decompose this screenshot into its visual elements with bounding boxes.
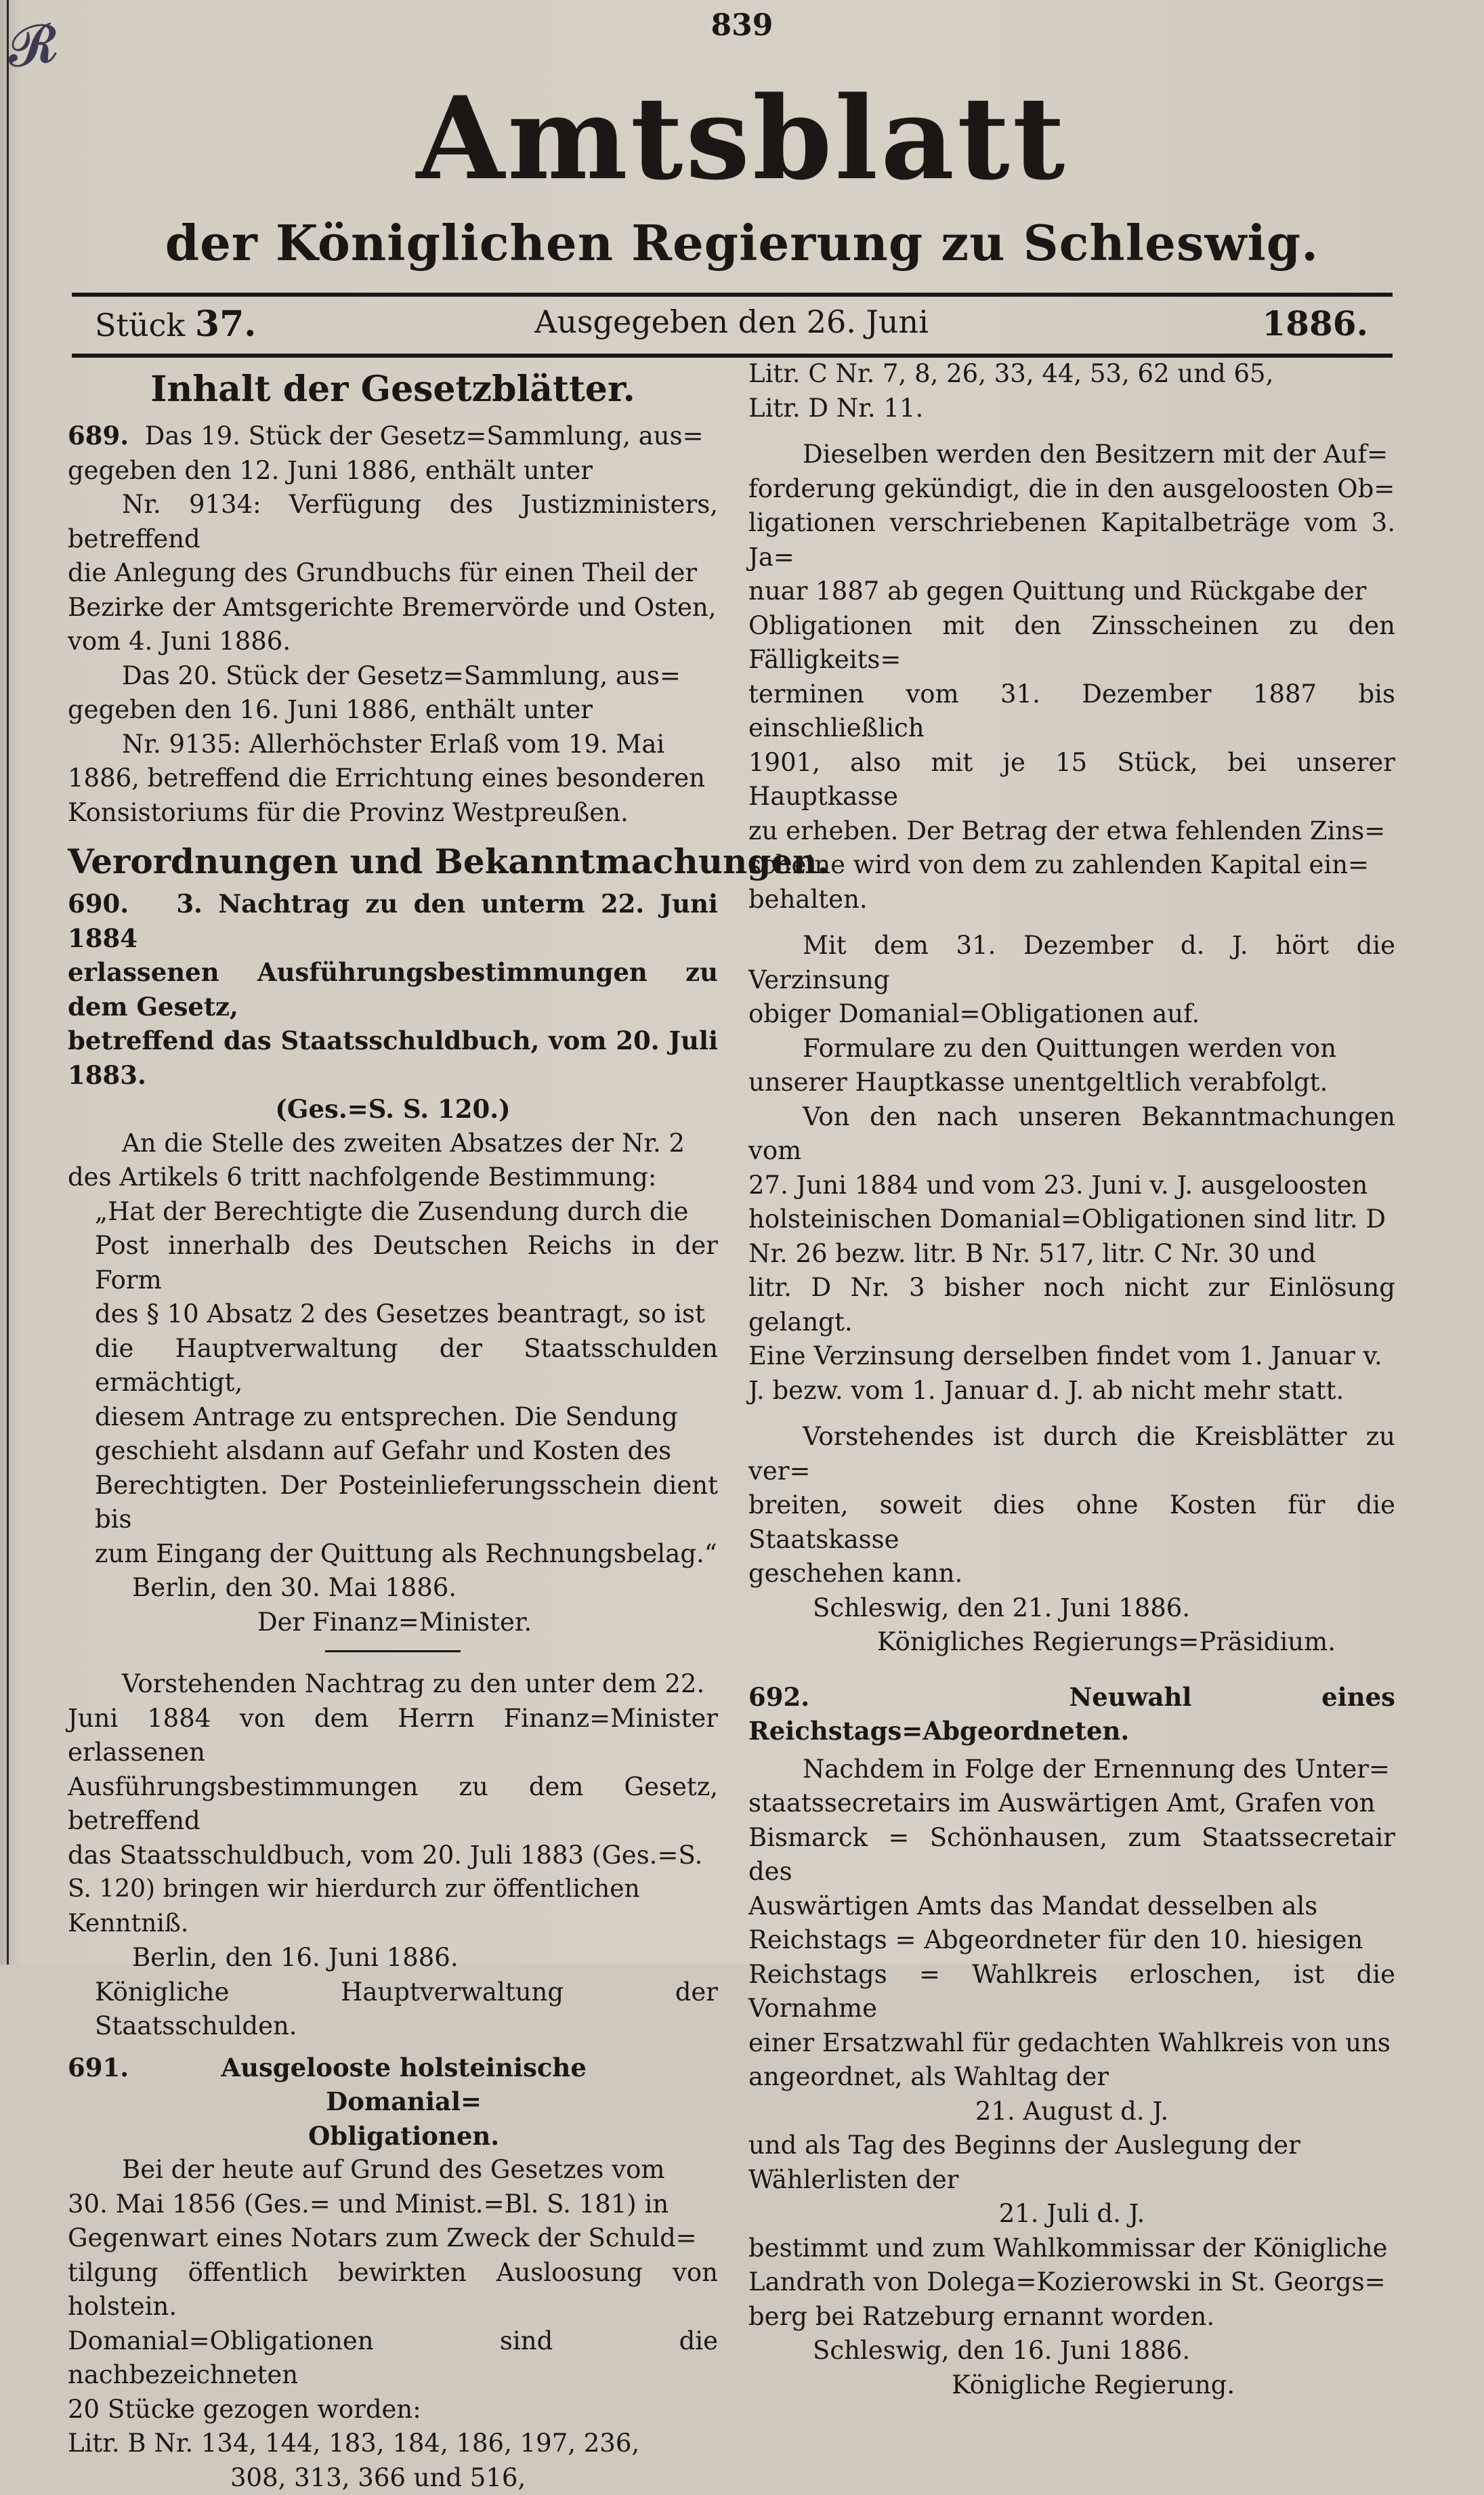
n690-title-line: erlassenen Ausführungsbestimmungen zu dem Gesetz, — [68, 955, 718, 1024]
para5-line: breiten, soweit dies ohne Kosten für die Staatskasse — [748, 1488, 1395, 1557]
para1-line: 1901, also mit je 15 Stück, bei unserer Hauptkasse — [748, 746, 1395, 814]
n689-line: die Anlegung des Grundbuchs für einen Theil der — [68, 556, 718, 591]
n692-line: Bismarck = Schönhausen, zum Staatssecretair des — [748, 1821, 1395, 1889]
n691-cont-line: Litr. C Nr. 7, 8, 26, 33, 44, 53, 62 und 65, — [748, 357, 1395, 392]
heading-gesetzblaetter: Inhalt der Gesetzblätter. — [68, 366, 718, 413]
para1-line: ligationen verschriebenen Kapitalbeträge vom 3. Ja= — [748, 506, 1395, 574]
n691-text-line: Gegenwart eines Notars zum Zweck der Schuld= — [68, 2221, 718, 2256]
n690-text-line: des Artikels 6 tritt nachfolgende Bestimmung: — [68, 1160, 718, 1195]
n690-text-line: geschieht alsdann auf Gefahr und Kosten des — [68, 1434, 718, 1469]
para1-line: zu erheben. Der Betrag der etwa fehlenden Zins= — [748, 814, 1395, 849]
n689-line: Nr. 9134: Verfügung des Justizministers, betreffend — [68, 488, 718, 556]
n690-text-line: „Hat der Berechtigte die Zusendung durch die — [68, 1195, 718, 1230]
issue-year: 1886. — [1262, 303, 1368, 343]
n692-line: Reichstags = Wahlkreis erloschen, ist die Vornahme — [748, 1958, 1395, 2026]
n691-text-line: Domanial=Obligationen sind die nachbezeichneten — [68, 2324, 718, 2393]
n689-line: vom 4. Juni 1886. — [68, 625, 718, 659]
right-column — [748, 357, 1395, 2402]
para3-line: Formulare zu den Quittungen werden von — [748, 1032, 1395, 1066]
n691-text-line: 20 Stücke gezogen worden: — [68, 2393, 718, 2427]
n692-line: Landrath von Dolega=Kozierowski in St. Georgs= — [748, 2265, 1395, 2300]
n692-line: bestimmt und zum Wahlkommissar der Königliche — [748, 2231, 1395, 2266]
n691-heading: 691. Ausgelooste holsteinische Domanial= Obligationen. — [68, 2051, 718, 2154]
n689-line: gegeben den 16. Juni 1886, enthält unter — [68, 693, 718, 728]
page-number: 839 — [0, 8, 1484, 43]
n690-text-line: diesem Antrage zu entsprechen. Die Sendung — [68, 1400, 718, 1435]
para1-line: terminen vom 31. Dezember 1887 bis einschließlich — [748, 677, 1395, 746]
n692-line: Wählerlisten der — [748, 2163, 1395, 2198]
n689-line: Das 20. Stück der Gesetz=Sammlung, aus= — [68, 659, 718, 694]
n692-line: einer Ersatzwahl für gedachten Wahlkreis von uns — [748, 2026, 1395, 2061]
n692-line: Nachdem in Folge der Ernennung des Unter= — [748, 1753, 1395, 1787]
n690-title-line: betreffend das Staatsschuldbuch, vom 20. Juli 1883. — [68, 1024, 718, 1092]
n690-signature2-name: Königliche Hauptverwaltung der Staatsschulden. — [68, 1975, 718, 2044]
n690-text2-line: das Staatsschuldbuch, vom 20. Juli 1883 (Ges.=S. — [68, 1839, 718, 1873]
left-column — [68, 366, 718, 2495]
n690-text-line: des § 10 Absatz 2 des Gesetzes beantragt, so ist — [68, 1297, 718, 1332]
signature2-name: Königliche Regierung. — [748, 2368, 1395, 2403]
n692-line: und als Tag des Beginns der Auslegung der — [748, 2129, 1395, 2163]
para2-line: Mit dem 31. Dezember d. J. hört die Verzinsung — [748, 929, 1395, 997]
n692-line: staatssecretairs im Auswärtigen Amt, Grafen von — [748, 1786, 1395, 1821]
para4-line: Von den nach unseren Bekanntmachungen vom — [748, 1100, 1395, 1169]
para1-line: scheine wird von dem zu zahlenden Kapital ein= — [748, 848, 1395, 883]
n690-text2-line: Vorstehenden Nachtrag zu den unter dem 22. — [68, 1667, 718, 1702]
para4-line: 27. Juni 1884 und vom 23. Juni v. J. ausgeloosten — [748, 1169, 1395, 1203]
n692-date-august: 21. August d. J. — [748, 2095, 1395, 2129]
n690-text-line: zum Eingang der Quittung als Rechnungsbelag.“ — [68, 1537, 718, 1572]
issue-date: Ausgegeben den 26. Juni — [95, 303, 1368, 340]
top-rule — [72, 293, 1393, 297]
para4-line: holsteinischen Domanial=Obligationen sind litr. D — [748, 1202, 1395, 1237]
n690-text2-line: Ausführungsbestimmungen zu dem Gesetz, betreffend — [68, 1770, 718, 1839]
para1-line: nuar 1887 ab gegen Quittung und Rückgabe der — [748, 574, 1395, 609]
n689-line: Nr. 9135: Allerhöchster Erlaß vom 19. Mai — [68, 728, 718, 762]
n689-line: 689. Das 19. Stück der Gesetz=Sammlung, aus= — [68, 419, 718, 454]
n691-text-line: 308, 313, 366 und 516, — [68, 2461, 718, 2495]
n692-line: Reichstags = Abgeordneter für den 10. hiesigen — [748, 1923, 1395, 1958]
para1-line: behalten. — [748, 883, 1395, 917]
n690-signature-place: Berlin, den 30. Mai 1886. — [68, 1571, 718, 1606]
n690-text-line: An die Stelle des zweiten Absatzes der Nr. 2 — [68, 1127, 718, 1161]
n692-line: angeordnet, als Wahltag der — [748, 2060, 1395, 2095]
n690-text-line: Post innerhalb des Deutschen Reichs in der Form — [68, 1229, 718, 1297]
para2-line: obiger Domanial=Obligationen auf. — [748, 997, 1395, 1032]
n690-text2-line: S. 120) bringen wir hierdurch zur öffentlichen Kenntniß. — [68, 1872, 718, 1941]
n691-cont-line: Litr. D Nr. 11. — [748, 392, 1395, 426]
para5-line: geschehen kann. — [748, 1557, 1395, 1591]
issue-stueck: Stück 37. — [95, 303, 256, 345]
n690-title-line: 690. 3. Nachtrag zu den unterm 22. Juni 1884 — [68, 887, 718, 955]
n692-line: Auswärtigen Amts das Mandat desselben als — [748, 1889, 1395, 1924]
issue-line — [95, 303, 1368, 344]
binding-edge-line — [7, 0, 9, 1965]
para1-line: Obligationen mit den Zinsscheinen zu den Fälligkeits= — [748, 609, 1395, 677]
n691-text-line: Litr. B Nr. 134, 144, 183, 184, 186, 197, 236, — [68, 2427, 718, 2461]
n689-line: Bezirke der Amtsgerichte Bremervörde und Osten, — [68, 591, 718, 625]
n689-line: Konsistoriums für die Provinz Westpreußen. — [68, 796, 718, 831]
n692-heading: 692. Neuwahl eines Reichstags=Abgeordneten. — [748, 1680, 1395, 1748]
para4-line: J. bezw. vom 1. Januar d. J. ab nicht mehr statt. — [748, 1374, 1395, 1408]
n690-text-line: Berechtigten. Der Posteinlieferungsschein dient bis — [68, 1469, 718, 1537]
para5-line: Vorstehendes ist durch die Kreisblätter zu ver= — [748, 1420, 1395, 1488]
n690-text-line: die Hauptverwaltung der Staatsschulden ermächtigt, — [68, 1332, 718, 1400]
signature1-place: Schleswig, den 21. Juni 1886. — [748, 1591, 1395, 1626]
n689-line: 1886, betreffend die Errichtung eines besonderen — [68, 761, 718, 796]
signature1-name: Königliches Regierungs=Präsidium. — [748, 1625, 1395, 1660]
para4-line: litr. D Nr. 3 bisher noch nicht zur Einlösung gelangt. — [748, 1271, 1395, 1339]
para1-line: forderung gekündigt, die in den ausgeloosten Ob= — [748, 472, 1395, 507]
n691-text-line: Bei der heute auf Grund des Gesetzes vom — [68, 2153, 718, 2187]
pencil-mark-icon: 𝓡 — [3, 10, 62, 80]
masthead-title: Amtsblatt — [0, 81, 1484, 195]
n691-text-line: tilgung öffentlich bewirkten Ausloosung von holstein. — [68, 2256, 718, 2324]
n691-title: Ausgelooste holsteinische Domanial= Obligationen. — [146, 2051, 661, 2154]
masthead-subtitle: der Königlichen Regierung zu Schleswig. — [0, 214, 1484, 272]
n690-signature2-place: Berlin, den 16. Juni 1886. — [68, 1941, 718, 1975]
n690-signature-name: Der Finanz=Minister. — [68, 1606, 718, 1640]
n692-line: berg bei Ratzeburg ernannt worden. — [748, 2300, 1395, 2334]
n690-title-line: (Ges.=S. S. 120.) — [68, 1092, 718, 1127]
para4-line: Eine Verzinsung derselben findet vom 1. Januar v. — [748, 1339, 1395, 1374]
heading-verordnungen: Verordnungen und Bekanntmachungen. — [68, 839, 718, 884]
n691-text-line: 30. Mai 1856 (Ges.= und Minist.=Bl. S. 181) in — [68, 2187, 718, 2222]
signature2-place: Schleswig, den 16. Juni 1886. — [748, 2334, 1395, 2368]
n689-line: gegeben den 12. Juni 1886, enthält unter — [68, 454, 718, 488]
section-separator — [325, 1650, 461, 1652]
para4-line: Nr. 26 bezw. litr. B Nr. 517, litr. C Nr. 30 und — [748, 1237, 1395, 1272]
n690-text2-line: Juni 1884 von dem Herrn Finanz=Minister erlassenen — [68, 1702, 718, 1770]
para1-line: Dieselben werden den Besitzern mit der Auf= — [748, 438, 1395, 472]
n692-date-juli: 21. Juli d. J. — [748, 2197, 1395, 2231]
para3-line: unserer Hauptkasse unentgeltlich verabfolgt. — [748, 1066, 1395, 1100]
